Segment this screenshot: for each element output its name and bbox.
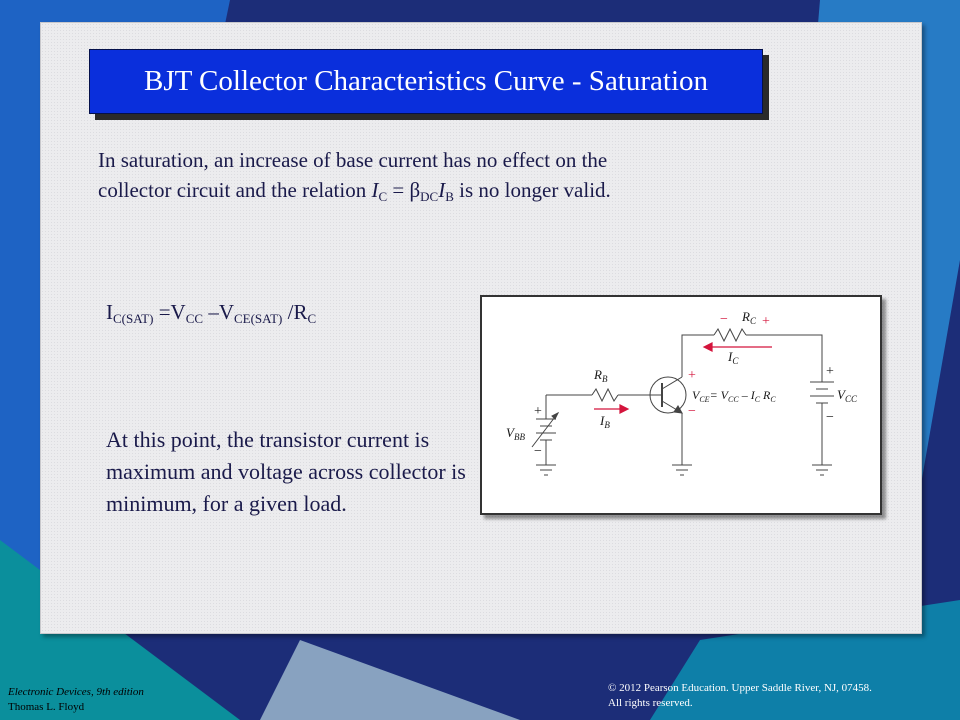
rc-label: $R_C$ bbox=[742, 309, 756, 326]
formula-vcc-sub: CC bbox=[185, 311, 204, 326]
footer-author: Thomas L. Floyd bbox=[8, 701, 85, 713]
eq-beta: = β bbox=[387, 178, 421, 202]
circuit-diagram bbox=[480, 295, 882, 515]
ib-label: $I_B$ bbox=[600, 413, 610, 430]
footer-book: Electronic Devices, 9th edition bbox=[8, 686, 144, 698]
vce-minus: − bbox=[688, 404, 696, 419]
para1-line1: In saturation, an increase of base current has no effect on the bbox=[98, 148, 608, 172]
rb-label: $R_B$ bbox=[594, 367, 608, 384]
max-current-description: At this point, the transistor current is maximum and voltage across collector is minimum, for a given load. bbox=[106, 427, 466, 516]
footer-copyright-line: © 2012 Pearson Education. Upper Saddle River, NJ, 07458. bbox=[608, 682, 872, 694]
footer-copyright bbox=[608, 681, 872, 711]
vbb-label: $V_{BB}$ bbox=[506, 425, 525, 442]
vce-plus: + bbox=[688, 368, 696, 383]
vcc-label: $V_{CC}$ bbox=[837, 387, 857, 404]
saturation-description bbox=[98, 145, 788, 205]
vbb-minus: − bbox=[534, 444, 542, 459]
para1-line2-post: is no longer valid. bbox=[453, 178, 611, 202]
para1-line2-pre: collector circuit and the relation bbox=[98, 178, 372, 202]
formula-i: I bbox=[106, 300, 113, 324]
slide-title bbox=[89, 49, 763, 114]
ic-label: $I_C$ bbox=[728, 349, 739, 366]
vbb-plus: + bbox=[534, 404, 542, 419]
formula-i-sub: C(SAT) bbox=[113, 311, 154, 326]
vce-equation: $V_{CE}= V_{CC} - I_C$ $R_C$ bbox=[692, 388, 776, 404]
ic-symbol: I bbox=[371, 178, 379, 202]
rc-minus: − bbox=[720, 312, 728, 327]
vcc-plus: + bbox=[826, 364, 834, 379]
vcc-minus: − bbox=[826, 410, 834, 425]
formula-vce-sub: CE(SAT) bbox=[233, 311, 283, 326]
formula-div: /R bbox=[282, 300, 308, 324]
footer-rights-line: All rights reserved. bbox=[608, 697, 693, 709]
ic-sub: C bbox=[378, 189, 388, 204]
rc-plus: + bbox=[762, 314, 770, 329]
footer-book-info bbox=[8, 685, 144, 715]
ib-sub: B bbox=[445, 189, 454, 204]
beta-sub: DC bbox=[420, 189, 439, 204]
bjt-circuit-schematic bbox=[482, 297, 880, 513]
formula-rc-sub: C bbox=[307, 311, 317, 326]
slide-title-text: BJT Collector Characteristics Curve - Saturation bbox=[143, 65, 709, 97]
formula-eq: =V bbox=[153, 300, 186, 324]
formula-minus: –V bbox=[203, 300, 234, 324]
ib-symbol: I bbox=[438, 178, 446, 202]
saturation-formula bbox=[106, 297, 426, 327]
